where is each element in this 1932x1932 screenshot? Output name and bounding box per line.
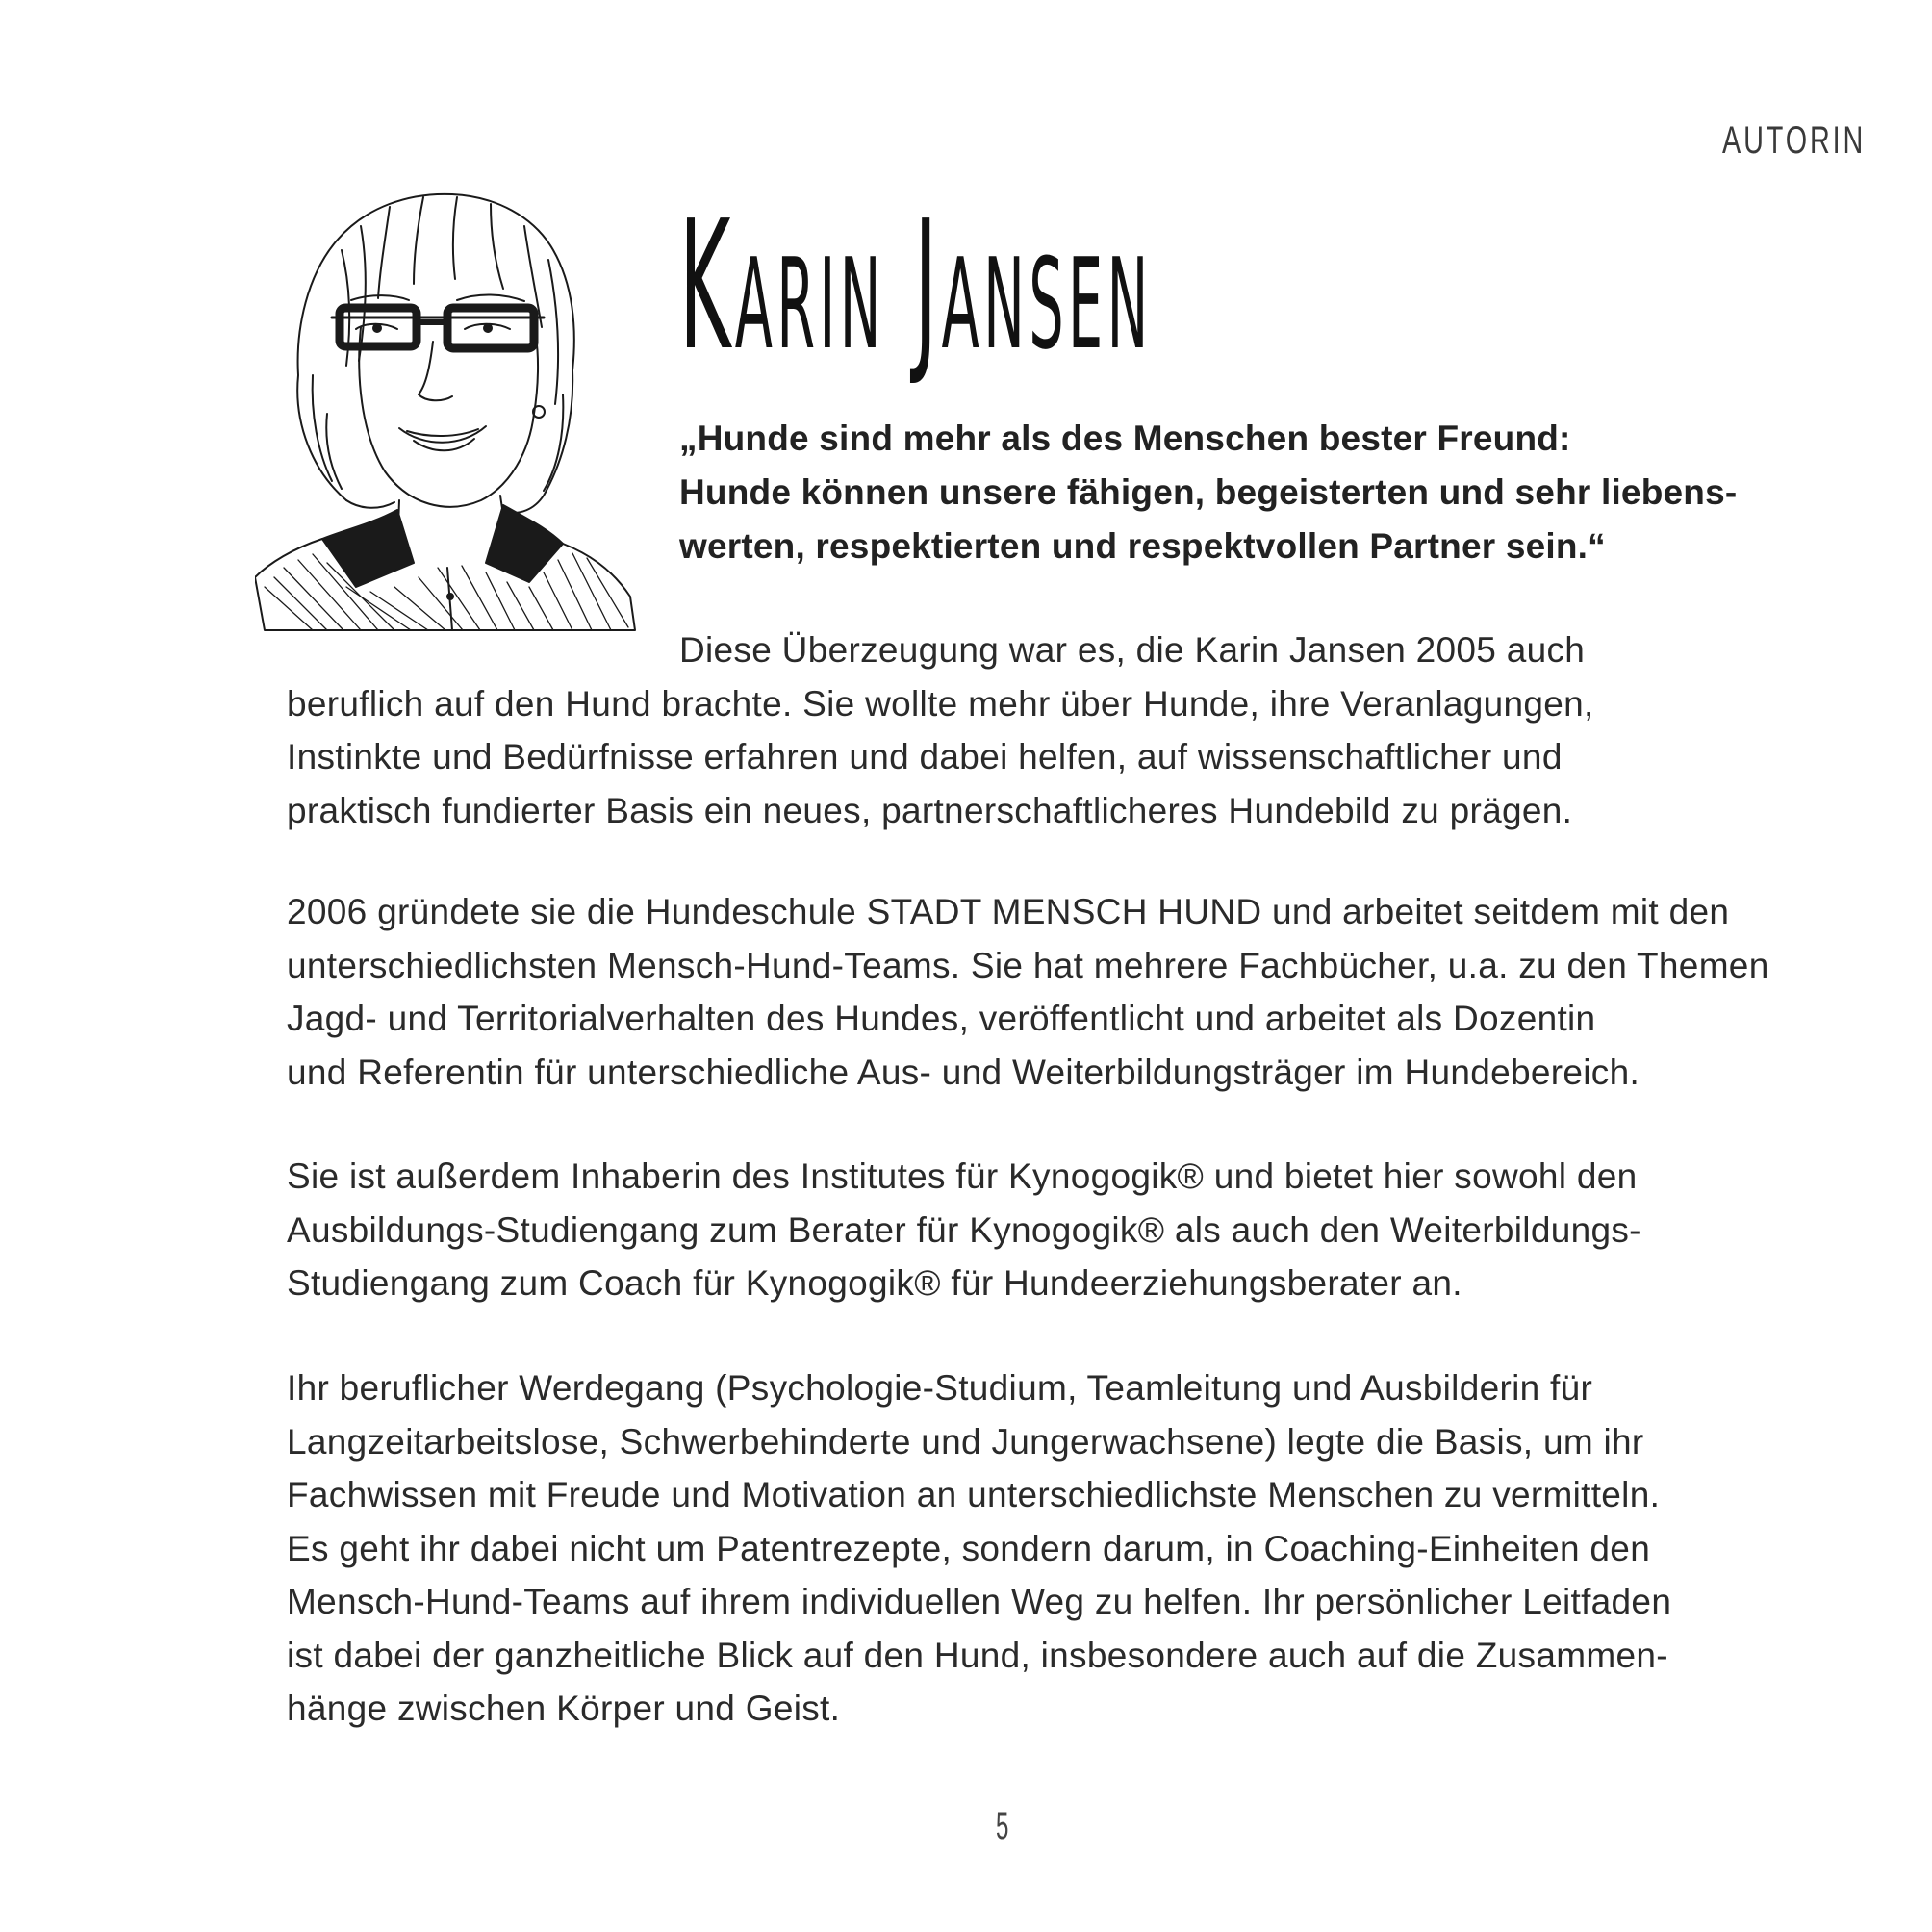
quote-line: „Hunde sind mehr als des Menschen bester Freund: bbox=[679, 419, 1571, 458]
author-name: Karin Jansen bbox=[679, 182, 1153, 390]
paragraph-line: Fachwissen mit Freude und Motivation an unterschiedlichste Menschen zu vermitteln. bbox=[287, 1475, 1661, 1514]
paragraph-line: und Referentin für unterschiedliche Aus- und Weiterbildungsträger im Hundebereich. bbox=[287, 1052, 1640, 1092]
paragraph-line: Ihr beruflicher Werdegang (Psychologie-Studium, Teamleitung und Ausbilderin für bbox=[287, 1368, 1593, 1408]
quote-line: werten, respektierten und respektvollen Partner sein.“ bbox=[679, 526, 1606, 566]
page-number: 5 bbox=[996, 1805, 1009, 1847]
paragraph-line: Jagd- und Territorialverhalten des Hundes, veröffentlicht und arbeitet als Dozentin bbox=[287, 999, 1596, 1038]
paragraph-line: ist dabei der ganzheitliche Blick auf den Hund, insbesondere auch auf die Zusammen- bbox=[287, 1635, 1668, 1675]
paragraph-line: Instinkte und Bedürfnisse erfahren und dabei helfen, auf wissenschaftlicher und bbox=[287, 737, 1563, 776]
paragraph-intro bbox=[287, 623, 1749, 837]
paragraph-line: Langzeitarbeitslose, Schwerbehinderte und Jungerwachsene) legte die Basis, um ihr bbox=[287, 1421, 1644, 1462]
paragraph-line: hänge zwischen Körper und Geist. bbox=[287, 1689, 841, 1728]
paragraph-school bbox=[287, 885, 1769, 1099]
quote-block bbox=[679, 412, 1757, 573]
paragraph-line: beruflich auf den Hund brachte. Sie wollte mehr über Hunde, ihre Veranlagungen, bbox=[287, 683, 1594, 724]
paragraph-institute bbox=[287, 1150, 1749, 1310]
paragraph-line: Mensch-Hund-Teams auf ihrem individuellen Weg zu helfen. Ihr persönlicher Leitfaden bbox=[287, 1582, 1672, 1621]
quote-line: Hunde können unsere fähigen, begeisterten und sehr liebens- bbox=[679, 472, 1738, 512]
paragraph-line: Es geht ihr dabei nicht um Patentrezepte, sondern darum, in Coaching-Einheiten den bbox=[287, 1528, 1651, 1568]
section-label: AUTORIN bbox=[1722, 119, 1867, 162]
paragraph-line: 2006 gründete sie die Hundeschule STADT MENSCH HUND und arbeitet seitdem mit den bbox=[287, 892, 1730, 931]
paragraph-line: Sie ist außerdem Inhaberin des Institutes für Kynogogik® und bietet hier sowohl den bbox=[287, 1157, 1638, 1196]
paragraph-line: Diese Überzeugung war es, die Karin Jansen 2005 auch bbox=[679, 630, 1586, 670]
paragraph-line: Studiengang zum Coach für Kynogogik® für Hundeerziehungsberater an. bbox=[287, 1263, 1462, 1303]
paragraph-career bbox=[287, 1361, 1749, 1736]
portrait-drawing-icon bbox=[255, 183, 640, 635]
paragraph-line: praktisch fundierter Basis ein neues, partnerschaftlicheres Hundebild zu prägen. bbox=[287, 790, 1573, 830]
paragraph-line: unterschiedlichsten Mensch-Hund-Teams. Sie hat mehrere Fachbücher, u.a. zu den Themen bbox=[287, 945, 1769, 985]
paragraph-line: Ausbildungs-Studiengang zum Berater für Kynogogik® als auch den Weiterbildungs- bbox=[287, 1209, 1641, 1250]
